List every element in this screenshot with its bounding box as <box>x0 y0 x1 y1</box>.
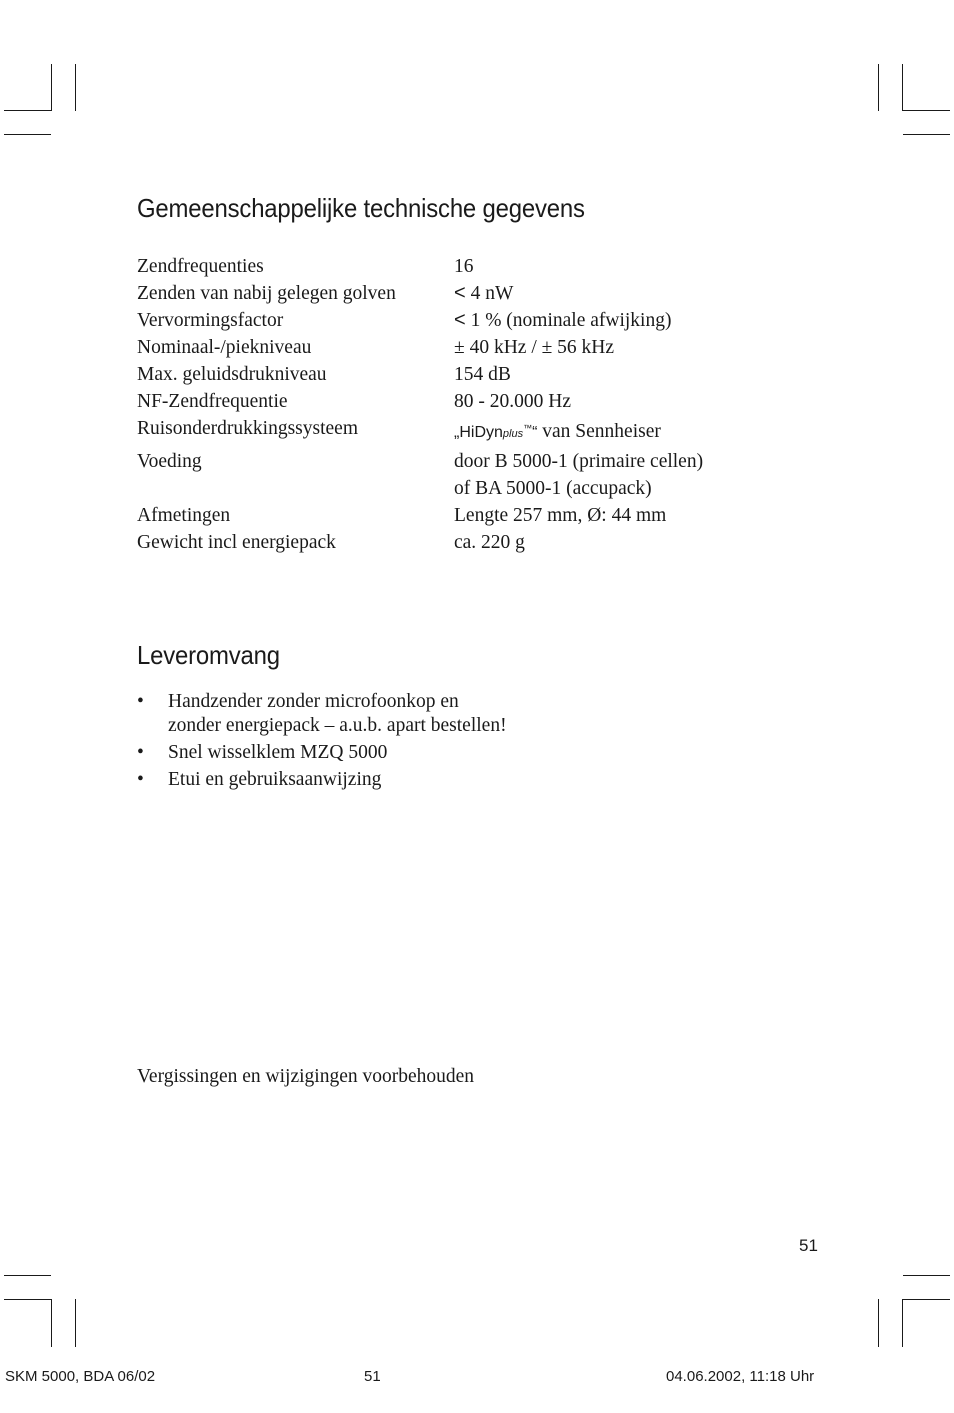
spec-label: Ruisonderdrukkingssysteem <box>137 418 358 439</box>
spec-label: Nominaal-/piekniveau <box>137 337 312 358</box>
spec-value-text: van Sennheiser <box>537 421 661 442</box>
crop-mark <box>902 1299 903 1347</box>
crop-mark <box>878 64 879 111</box>
spec-row <box>137 361 777 388</box>
crop-mark <box>75 64 76 111</box>
spec-value <box>454 448 703 502</box>
spec-row <box>137 529 777 556</box>
list-item-line: Etui en gebruiksaanwijzing <box>168 769 382 790</box>
crop-mark <box>4 134 51 135</box>
crop-mark <box>903 134 950 135</box>
spec-label: Gewicht incl energiepack <box>137 532 336 553</box>
spec-row <box>137 253 777 280</box>
crop-mark <box>903 110 950 111</box>
list-item-line: Handzender zonder microfoonkop en <box>168 691 459 712</box>
spec-row <box>137 307 777 334</box>
list-item-line: Snel wisselklem MZQ 5000 <box>168 742 388 763</box>
spec-label: Max. geluidsdrukniveau <box>137 364 327 385</box>
spec-row <box>137 448 777 502</box>
spec-table <box>137 253 777 556</box>
crop-mark <box>75 1299 76 1347</box>
spec-value: 16 <box>454 256 474 277</box>
spec-row <box>137 280 777 307</box>
crop-mark <box>878 1299 879 1347</box>
hidyn-plus-brand <box>454 424 537 441</box>
spec-label: Voeding <box>137 451 202 472</box>
scope-list <box>137 690 507 795</box>
list-item <box>137 768 507 792</box>
spec-row <box>137 502 777 529</box>
spec-value <box>454 280 513 307</box>
spec-value <box>454 307 671 334</box>
less-than-sign: < <box>454 282 466 304</box>
crop-mark <box>903 1275 950 1276</box>
disclaimer-note: Vergissingen en wijzigingen voorbehouden <box>137 1066 475 1087</box>
section-heading-scope: Leveromvang <box>137 640 280 670</box>
spec-value-text: 4 nW <box>470 283 514 304</box>
spec-label: Zenden van nabij gelegen golven <box>137 283 396 304</box>
spec-value-line: of BA 5000-1 (accupack) <box>454 478 652 499</box>
brand-plus: plus <box>502 428 524 440</box>
crop-mark <box>4 110 51 111</box>
crop-mark <box>51 1299 52 1347</box>
footer-right: 04.06.2002, 11:18 Uhr <box>666 1368 815 1385</box>
crop-mark <box>903 1299 950 1300</box>
crop-mark <box>4 1299 51 1300</box>
crop-mark <box>51 64 52 111</box>
page-number: 51 <box>799 1236 818 1255</box>
bullet: • <box>137 742 144 763</box>
crop-mark <box>902 64 903 111</box>
brand-name: HiDyn <box>459 424 503 441</box>
spec-value-text: 1 % (nominale afwijking) <box>470 310 672 331</box>
list-item-line: zonder energiepack – a.u.b. apart bestellen! <box>168 715 507 736</box>
crop-mark <box>4 1275 51 1276</box>
spec-value: Lengte 257 mm, Ø: 44 mm <box>454 505 667 526</box>
spec-label: Afmetingen <box>137 505 231 526</box>
list-item <box>137 741 507 765</box>
bullet: • <box>137 691 144 712</box>
spec-row <box>137 415 777 448</box>
spec-value: ca. 220 g <box>454 532 525 553</box>
spec-value: ± 40 kHz / ± 56 kHz <box>454 337 615 358</box>
spec-value: 154 dB <box>454 364 511 385</box>
list-item <box>137 690 507 738</box>
trademark-sign: ™ <box>523 423 533 433</box>
bullet: • <box>137 769 144 790</box>
quote-close: “ <box>532 424 538 441</box>
section-heading-specs: Gemeenschappelijke technische gegevens <box>137 193 585 223</box>
footer-left: SKM 5000, BDA 06/02 <box>5 1368 156 1385</box>
spec-value-line: door B 5000-1 (primaire cellen) <box>454 451 704 472</box>
spec-value: 80 - 20.000 Hz <box>454 391 571 412</box>
spec-row <box>137 388 777 415</box>
spec-label: NF-Zendfrequentie <box>137 391 288 412</box>
spec-value <box>454 415 661 448</box>
quote-open: „ <box>454 424 460 441</box>
spec-label: Vervormingsfactor <box>137 310 284 331</box>
spec-label: Zendfrequenties <box>137 256 264 277</box>
footer-center: 51 <box>364 1368 381 1385</box>
less-than-sign: < <box>454 309 466 331</box>
spec-row <box>137 334 777 361</box>
